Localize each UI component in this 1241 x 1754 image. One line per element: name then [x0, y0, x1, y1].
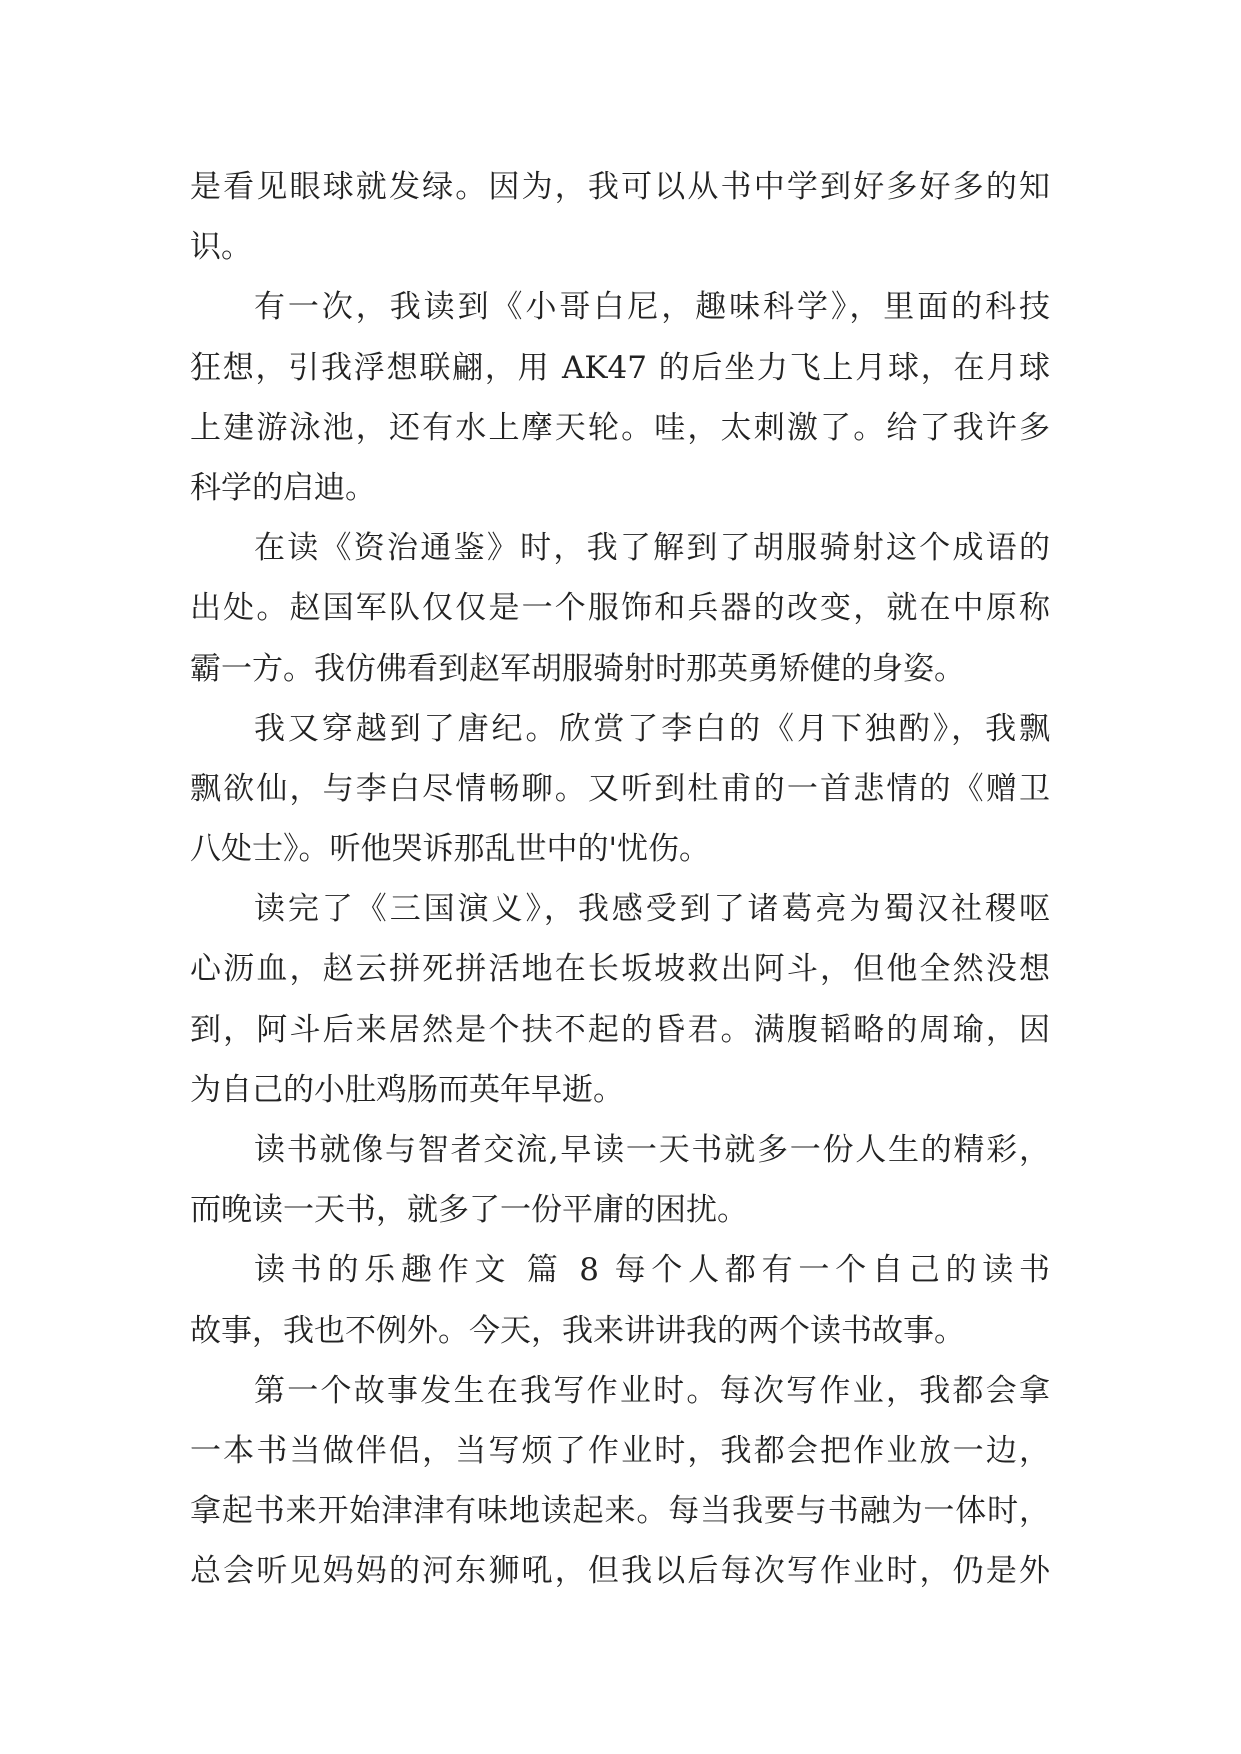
text-line: 一本书当做伴侣，当写烦了作业时，我都会把作业放一边，: [190, 1432, 1050, 1469]
text-line: 心沥血，赵云拼死拼活地在长坂坡救出阿斗，但他全然没想: [190, 951, 1050, 988]
text-line: 霸一方。我仿佛看到赵军胡服骑射时那英勇矫健的身姿。: [190, 650, 965, 687]
text-line: 上建游泳池，还有水上摩天轮。哇，太刺激了。给了我许多: [190, 409, 1050, 446]
text-line: 第一个故事发生在我写作业时。每次写作业，我都会拿: [254, 1372, 1050, 1409]
text-line: 狂想，引我浮想联翩，用 AK47 的后坐力飞上月球，在月球: [190, 349, 1050, 386]
text-line: 在读《资治通鉴》时，我了解到了胡服骑射这个成语的: [254, 530, 1050, 567]
text-line: 读书就像与智者交流,早读一天书就多一份人生的精彩，: [254, 1132, 1050, 1168]
text-line: 故事，我也不例外。今天，我来讲讲我的两个读书故事。: [190, 1312, 965, 1349]
text-line: 而晚读一天书，就多了一份平庸的困扰。: [190, 1192, 748, 1229]
text-line: 我又穿越到了唐纪。欣赏了李白的《月下独酌》，我飘: [254, 710, 1050, 747]
text-line: 科学的启迪。: [190, 469, 376, 506]
text-line: 八处士》。听他哭诉那乱世中的'忧伤。: [190, 831, 711, 868]
text-line: 飘欲仙，与李白尽情畅聊。又听到杜甫的一首悲情的《赠卫: [190, 770, 1050, 807]
text-line: 读完了《三国演义》，我感受到了诸葛亮为蜀汉社稷呕: [254, 891, 1050, 928]
text-line: 到，阿斗后来居然是个扶不起的昏君。满腹韬略的周瑜，因: [190, 1011, 1050, 1048]
text-line: 出处。赵国军队仅仅是一个服饰和兵器的改变，就在中原称: [190, 590, 1050, 627]
text-line: 是看见眼球就发绿。因为，我可以从书中学到好多好多的知: [190, 169, 1050, 205]
text-line: 总会听见妈妈的河东狮吼，但我以后每次写作业时，仍是外: [190, 1553, 1050, 1590]
text-line: 有一次，我读到《小哥白尼，趣味科学》，里面的科技: [254, 289, 1050, 326]
text-line: 为自己的小肚鸡肠而英年早逝。: [190, 1071, 624, 1108]
document-body: [190, 157, 1050, 1602]
section-heading-line: 读书的乐趣作文 篇 8 每个人都有一个自己的读书: [254, 1252, 1050, 1289]
text-line: 识。: [190, 229, 252, 266]
text-line: 拿起书来开始津津有味地读起来。每当我要与书融为一体时，: [190, 1493, 1050, 1530]
